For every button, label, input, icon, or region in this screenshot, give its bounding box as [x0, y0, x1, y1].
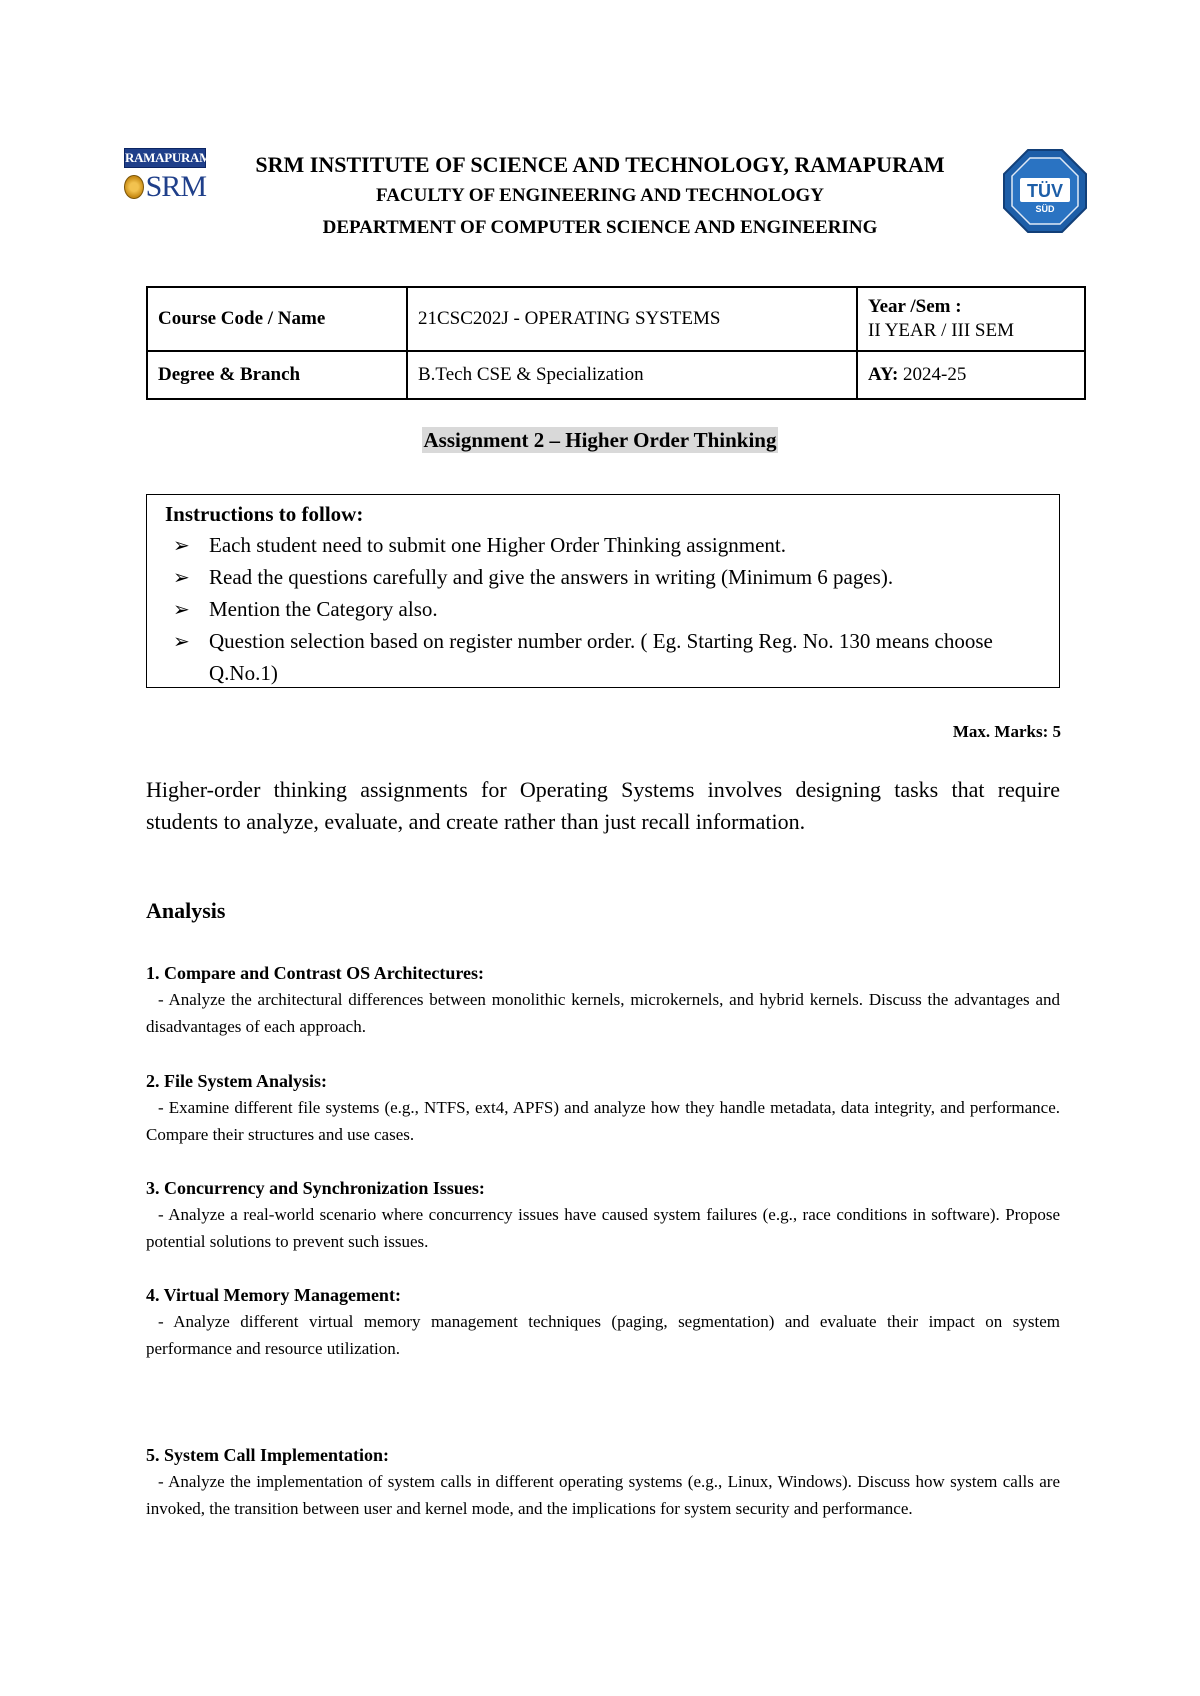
- course-code-label: Course Code / Name: [147, 287, 407, 351]
- tuv-logo-sub: SÜD: [1035, 204, 1055, 214]
- course-code-value: 21CSC202J - OPERATING SYSTEMS: [407, 287, 857, 351]
- question-title: 2. File System Analysis:: [146, 1071, 328, 1091]
- table-row: [147, 351, 1085, 399]
- instructions-heading: Instructions to follow:: [165, 502, 364, 526]
- srm-ramapuram-logo: [124, 148, 212, 220]
- degree-branch-label: Degree & Branch: [147, 351, 407, 399]
- instructions-list: [165, 529, 1041, 689]
- logo-mark: SRM: [145, 170, 206, 203]
- instruction-text: Question selection based on register number order. ( Eg. Starting Reg. No. 130 means choose Q.No.1): [209, 629, 993, 685]
- instructions-box: [146, 494, 1060, 688]
- course-info-table: [146, 286, 1086, 400]
- table-row: [147, 287, 1085, 351]
- degree-branch-value: B.Tech CSE & Specialization: [407, 351, 857, 399]
- list-item: [165, 561, 1041, 593]
- question-1: [146, 960, 1060, 1040]
- question-body-text: - Analyze the architectural differences between monolithic kernels, microkernels, and hybrid kernels. Discuss the advantages and disadvantages of each approach.: [146, 990, 1060, 1036]
- seal-icon: [124, 175, 144, 199]
- question-title: 3. Concurrency and Synchronization Issues:: [146, 1178, 485, 1198]
- question-body: [146, 986, 1060, 1040]
- list-item: [165, 625, 1041, 689]
- max-marks: Max. Marks: 5: [952, 722, 1061, 741]
- academic-year-label: AY:: [868, 364, 899, 385]
- academic-year-cell: [857, 351, 1085, 399]
- instruction-text: Each student need to submit one Higher Order Thinking assignment.: [209, 533, 786, 557]
- question-body-text: - Analyze a real-world scenario where concurrency issues have caused system failures (e.g., race conditions in software). Propose potential solutions to prevent such issues.: [146, 1205, 1060, 1251]
- section-title-analysis: Analysis: [146, 898, 226, 923]
- question-body-text: - Analyze the implementation of system calls in different operating systems (e.g., Linux, Windows). Discuss how system calls are invoked, the transition between user and kernel mode, and the implications for system security and performance.: [146, 1472, 1060, 1518]
- instruction-text: Read the questions carefully and give the answers in writing (Minimum 6 pages).: [209, 565, 894, 589]
- question-title: 5. System Call Implementation:: [146, 1445, 389, 1465]
- year-sem-label: Year /Sem :: [868, 296, 962, 317]
- question-2: [146, 1068, 1060, 1148]
- arrow-bullet-icon: ➢: [173, 565, 190, 589]
- logo-banner: RAMAPURAM: [124, 148, 206, 168]
- tuv-sud-certification-logo: [1002, 148, 1088, 234]
- question-body-text: - Analyze different virtual memory management techniques (paging, segmentation) and evaluate their impact on system performance and resource utilization.: [146, 1312, 1060, 1358]
- arrow-bullet-icon: ➢: [173, 597, 190, 621]
- question-body: [146, 1094, 1060, 1148]
- question-title: 4. Virtual Memory Management:: [146, 1285, 401, 1305]
- question-title: 1. Compare and Contrast OS Architectures:: [146, 963, 484, 983]
- assignment-title: Assignment 2 – Higher Order Thinking: [423, 428, 777, 452]
- question-body: [146, 1308, 1060, 1362]
- question-body: [146, 1201, 1060, 1255]
- faculty-name: FACULTY OF ENGINEERING AND TECHNOLOGY: [376, 185, 824, 206]
- arrow-bullet-icon: ➢: [173, 533, 190, 557]
- question-4: [146, 1282, 1060, 1362]
- arrow-bullet-icon: ➢: [173, 629, 190, 653]
- department-name: DEPARTMENT OF COMPUTER SCIENCE AND ENGINEERING: [322, 217, 878, 238]
- question-body: [146, 1468, 1060, 1522]
- question-5: [146, 1442, 1060, 1522]
- intro-paragraph: Higher-order thinking assignments for Operating Systems involves designing tasks that require students to analyze, evaluate, and create rather than just recall information.: [146, 777, 1060, 834]
- list-item: [165, 593, 1041, 625]
- question-body-text: - Examine different file systems (e.g., NTFS, ext4, APFS) and analyze how they handle metadata, data integrity, and performance. Compare their structures and use cases.: [146, 1098, 1060, 1144]
- logo-mark-row: [124, 172, 206, 202]
- question-3: [146, 1175, 1060, 1255]
- year-sem-cell: [857, 287, 1085, 351]
- institute-name: SRM INSTITUTE OF SCIENCE AND TECHNOLOGY, RAMAPURAM: [255, 152, 945, 177]
- academic-year-value: 2024-25: [903, 364, 967, 385]
- instruction-text: Mention the Category also.: [209, 597, 438, 621]
- assignment-title-wrap: [0, 428, 1200, 453]
- list-item: [165, 529, 1041, 561]
- year-sem-value: II YEAR / III SEM: [868, 320, 1014, 341]
- tuv-logo-text: TÜV: [1027, 181, 1063, 201]
- institution-header: [200, 150, 1000, 244]
